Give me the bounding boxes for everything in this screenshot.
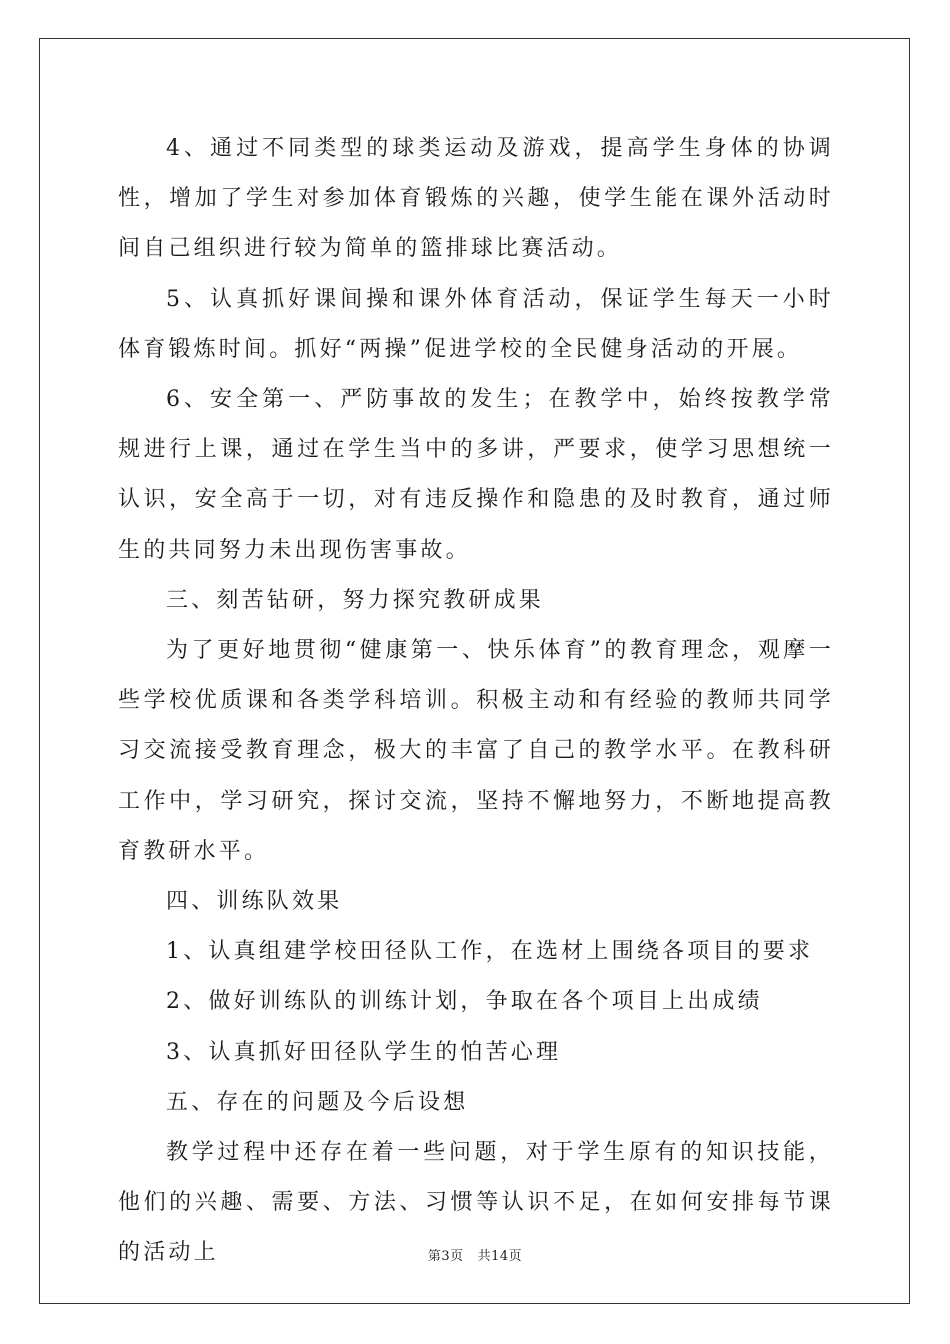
paragraph-item-5: 5、认真抓好课间操和课外体育活动，保证学生每天一小时体育锻炼时间。抓好“两操”促进学校的全民健身活动的开展。 <box>118 286 834 362</box>
list-item-1: 1、认真组建学校田径队工作，在选材上围绕各项目的要求 <box>166 939 814 965</box>
paragraph-item-4: 4、通过不同类型的球类运动及游戏，提高学生身体的协调性，增加了学生对参加体育锻炼的兴趣，使学生能在课外活动时间自己组织进行较为简单的篮排球比赛活动。 <box>118 136 834 262</box>
paragraph-research: 为了更好地贯彻“健康第一、快乐体育”的教育理念，观摩一些学校优质课和各类学科培训。积极主动和有经验的教师共同学习交流接受教育理念，极大的丰富了自己的教学水平。在教科研工作中，学习研究，探讨交流，坚持不懈地努力，不断地提高教育教研水平。 <box>118 638 834 864</box>
paragraph-item-6: 6、安全第一、严防事故的发生；在教学中，始终按教学常规进行上课，通过在学生当中的多讲，严要求，使学习思想统一认识，安全高于一切，对有违反操作和隐患的及时教育，通过师生的共同努力未出现伤害事故。 <box>118 387 834 563</box>
section-heading-4: 四、训练队效果 <box>166 889 343 915</box>
document-body <box>118 124 834 1279</box>
section-heading-3: 三、刻苦钻研，努力探究教研成果 <box>166 587 545 613</box>
page-footer <box>0 1245 950 1264</box>
paragraph-problems: 教学过程中还存在着一些问题，对于学生原有的知识技能，他们的兴趣、需要、方法、习惯等认识不足，在如何安排每节课的活动上 <box>118 1140 834 1266</box>
list-item-3: 3、认真抓好田径队学生的怕苦心理 <box>166 1039 562 1065</box>
list-item-2: 2、做好训练队的训练计划，争取在各个项目上出成绩 <box>166 989 763 1015</box>
page-total: 共14页 <box>477 1249 523 1264</box>
section-heading-5: 五、存在的问题及今后设想 <box>166 1089 469 1115</box>
page-number: 第3页 <box>427 1249 464 1264</box>
